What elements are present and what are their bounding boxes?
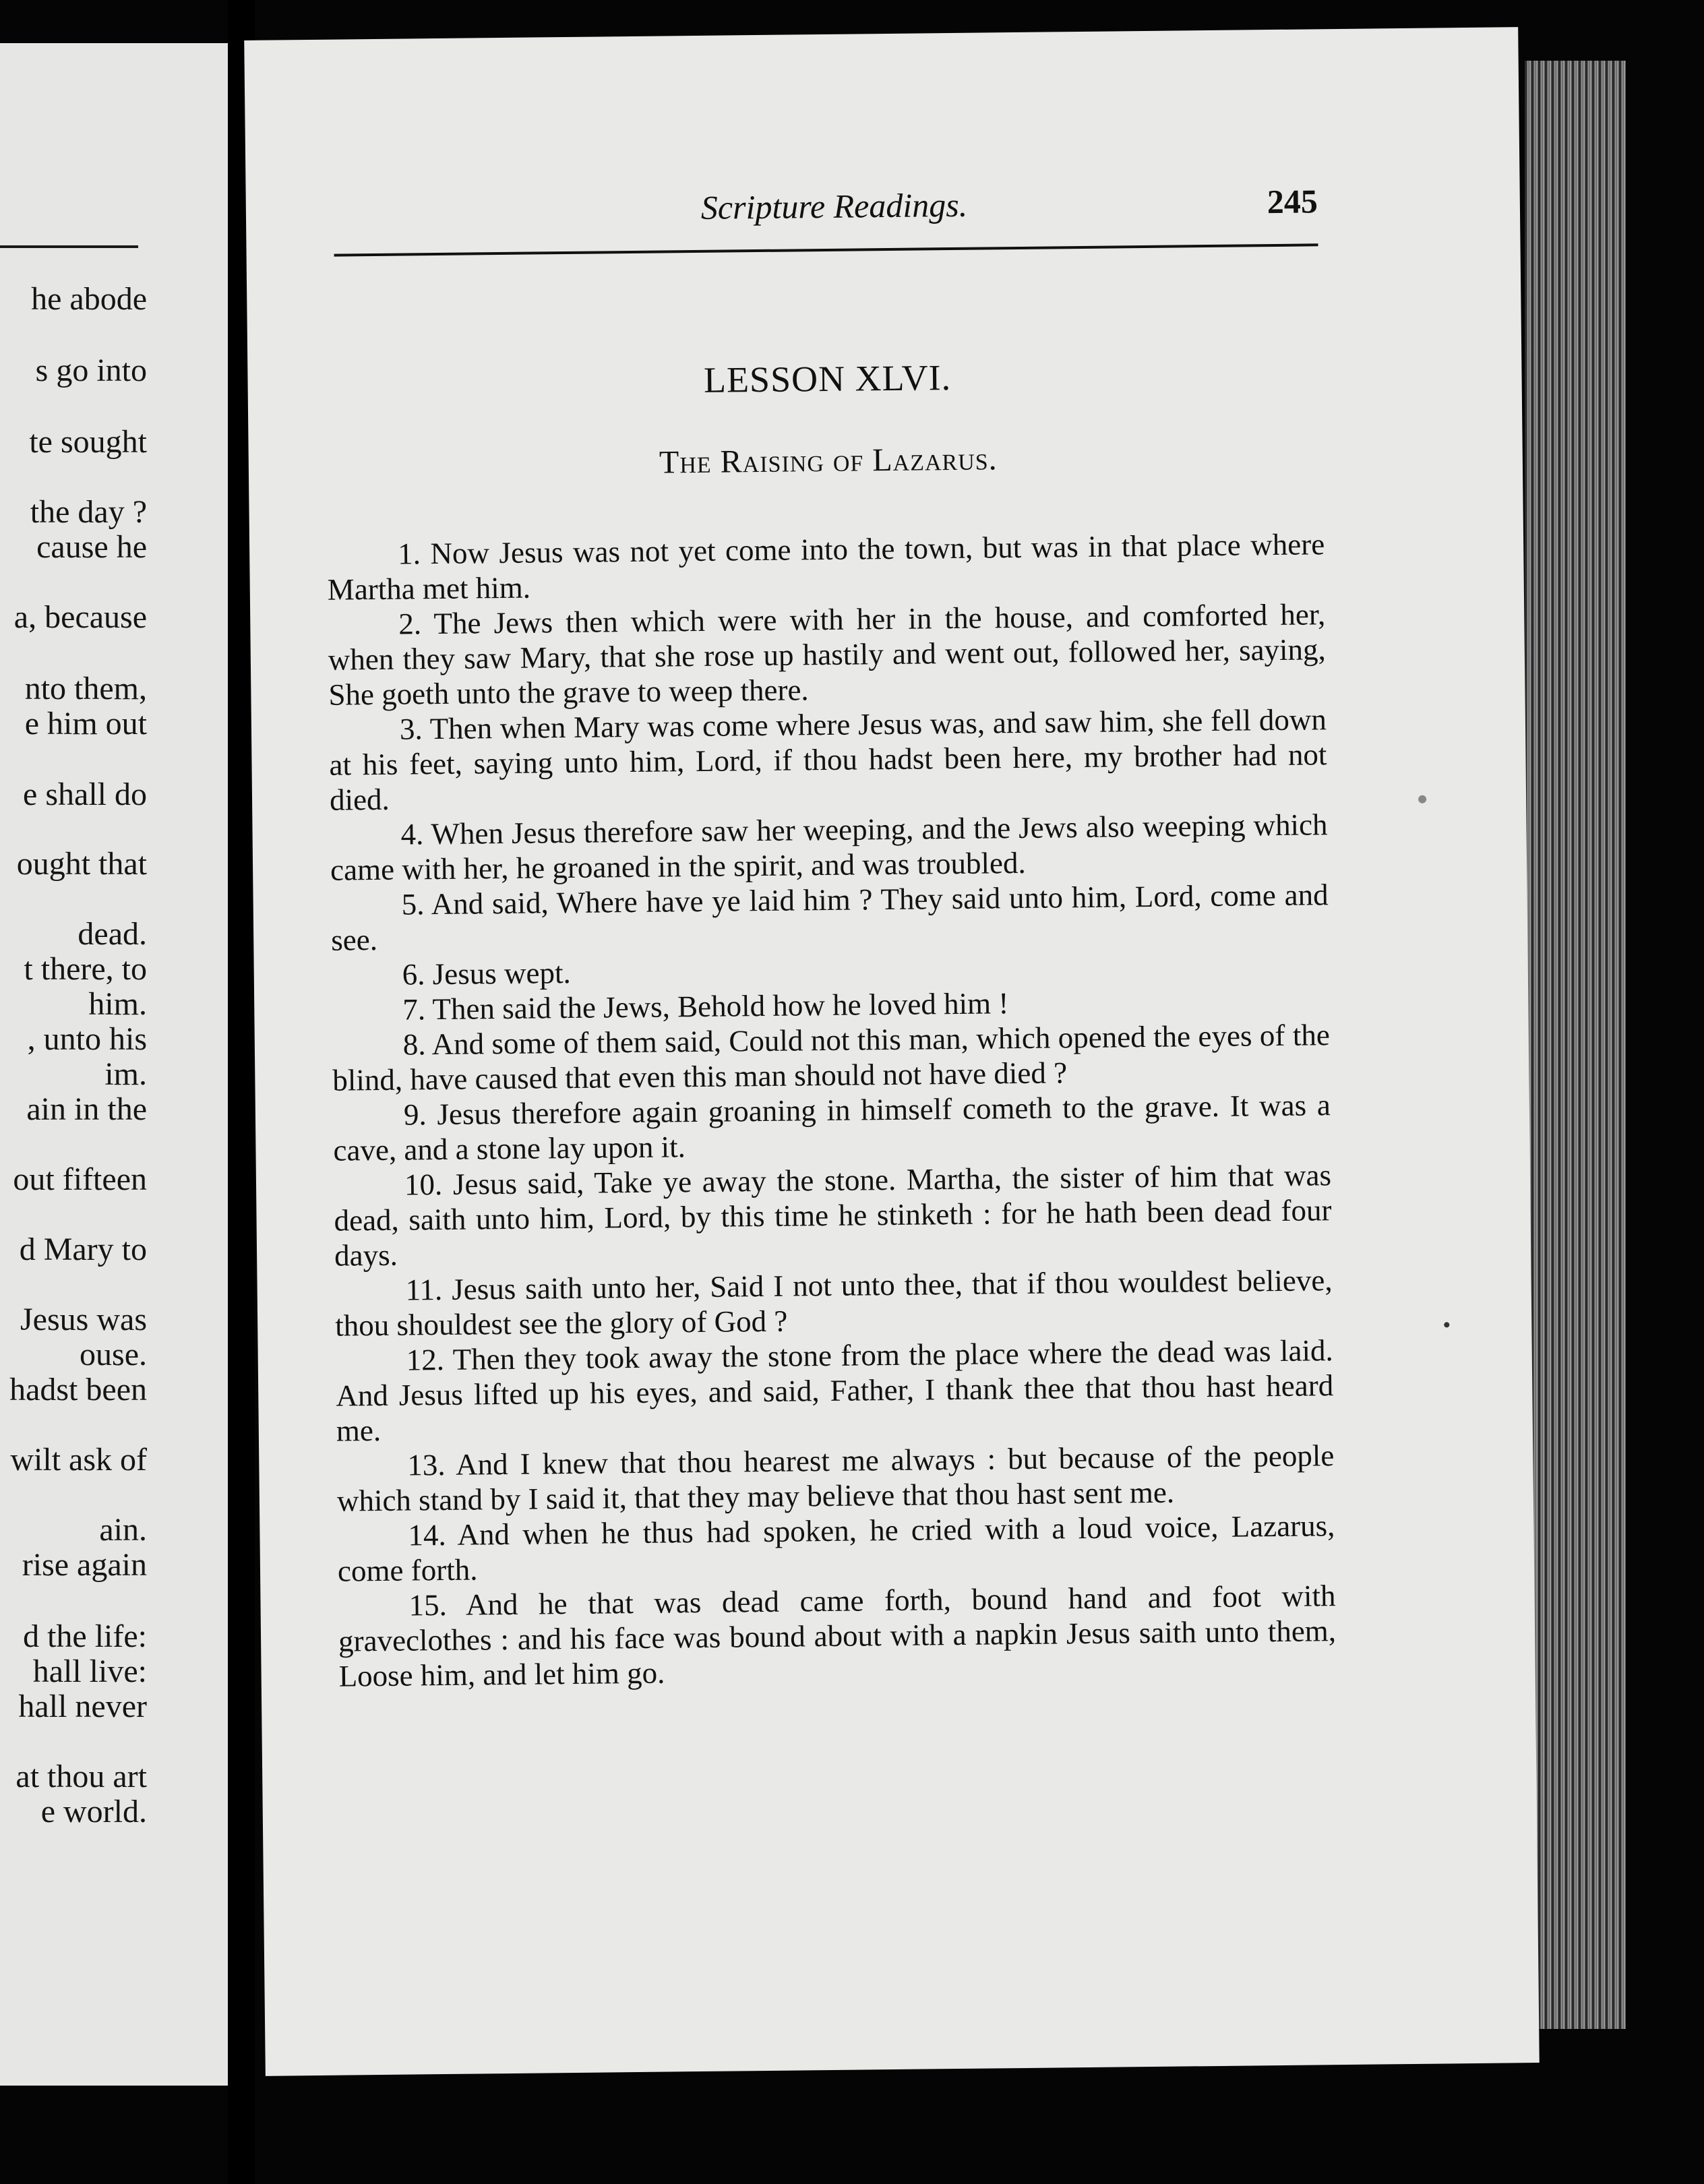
previous-page-line: rise again (22, 1547, 147, 1583)
previous-page-line: , unto his (27, 1021, 147, 1057)
page-header (334, 181, 1318, 245)
previous-page-line: hadst been (9, 1372, 147, 1407)
previous-page-line: e world. (40, 1794, 147, 1829)
previous-page-line: hall live: (32, 1654, 147, 1689)
paper-speck (1444, 1322, 1449, 1327)
previous-page-line: t there, to (24, 951, 147, 987)
verse: 5. And said, Where have ye laid him ? They said unto him, Lord, come and see. (330, 878, 1329, 957)
paper-speck (1418, 795, 1426, 803)
previous-page-line: out fifteen (13, 1161, 147, 1197)
previous-page-line: im. (104, 1056, 147, 1092)
previous-page-line: hall never (18, 1689, 147, 1724)
previous-page-rule (0, 245, 138, 248)
previous-page-line: e him out (24, 706, 147, 741)
previous-page-line: wilt ask of (10, 1442, 147, 1478)
verse: 1. Now Jesus was not yet come into the town, but was in that place where Martha met him. (327, 527, 1325, 607)
previous-page-line: d the life: (23, 1618, 147, 1654)
verse: 11. Jesus saith unto her, Said I not unto thee, that if thou wouldest believe, thou shouldest see the glory of God ? (334, 1263, 1333, 1343)
previous-page (0, 43, 228, 2086)
verse: 15. And he that was dead came forth, bound hand and foot with graveclothes : and his face was bound about with a napkin Jesus saith unto them, Loose him, and let him go. (338, 1579, 1337, 1693)
running-head: Scripture Readings. (700, 185, 968, 226)
verse: 8. And some of them said, Could not this man, which opened the eyes of the blind, have caused that even this man should not have died ? (332, 1018, 1331, 1097)
previous-page-line: the day ? (30, 494, 147, 530)
previous-page-line: he abode (31, 281, 147, 317)
previous-page-line: nto them, (24, 671, 147, 706)
previous-page-line: a, because (13, 599, 147, 635)
verse: 3. Then when Mary was come where Jesus was, and saw him, she fell down at his feet, saying unto him, Lord, if thou hadst been here, my brother had not died. (329, 702, 1327, 817)
previous-page-line: ought that (16, 846, 147, 882)
lesson-title: LESSON XLVI. (703, 357, 952, 400)
previous-page-line: dead. (78, 916, 147, 952)
book-page (244, 27, 1540, 2076)
previous-page-line: ain in the (26, 1091, 147, 1127)
previous-page-line: ain. (99, 1512, 147, 1548)
verse: 13. And I knew that thou hearest me always : but because of the people which stand by I said it, that they may believe that thou hast sent me. (336, 1438, 1335, 1518)
verse: 6. Jesus wept. (402, 955, 571, 992)
header-rule (334, 243, 1318, 256)
verse: 12. Then they took away the stone from the place where the dead was laid. And Jesus lifted up his eyes, and said, Father, I thank thee that thou hast heard me. (336, 1333, 1334, 1448)
previous-page-line: Jesus was (20, 1302, 147, 1337)
previous-page-line: cause he (36, 529, 147, 565)
previous-page-line: d Mary to (19, 1232, 147, 1267)
verse: 9. Jesus therefore again groaning in himself cometh to the grave. It was a cave, and a stone lay upon it. (333, 1088, 1331, 1167)
verse: 2. The Jews then which were with her in the house, and comforted her, when they saw Mary, that she rose up hastily and went out, followed her, saying, She goeth unto the grave to weep there. (328, 597, 1327, 712)
verse: 7. Then said the Jews, Behold how he loved him ! (402, 986, 1009, 1027)
verse: 4. When Jesus therefore saw her weeping, and the Jews also weeping which came with her, he groaned in the spirit, and was troubled. (330, 808, 1328, 887)
previous-page-line: e shall do (23, 777, 147, 812)
previous-page-line: at thou art (16, 1759, 147, 1794)
verse-list (327, 526, 1337, 1693)
previous-page-line: s go into (35, 353, 147, 388)
lesson-subtitle: The Raising of Lazarus. (659, 441, 998, 481)
previous-page-line: ouse. (80, 1337, 147, 1372)
page-number: 245 (1267, 182, 1318, 221)
page-stack-edge (1525, 61, 1626, 2029)
verse: 14. And when he thus had spoken, he cried with a loud voice, Lazarus, come forth. (337, 1509, 1335, 1588)
previous-page-line: te sought (29, 424, 147, 460)
previous-page-line: him. (88, 986, 147, 1022)
verse: 10. Jesus said, Take ye away the stone. Martha, the sister of him that was dead, saith unto him, Lord, by this time he stinketh : for he hath been dead four days. (334, 1158, 1332, 1273)
